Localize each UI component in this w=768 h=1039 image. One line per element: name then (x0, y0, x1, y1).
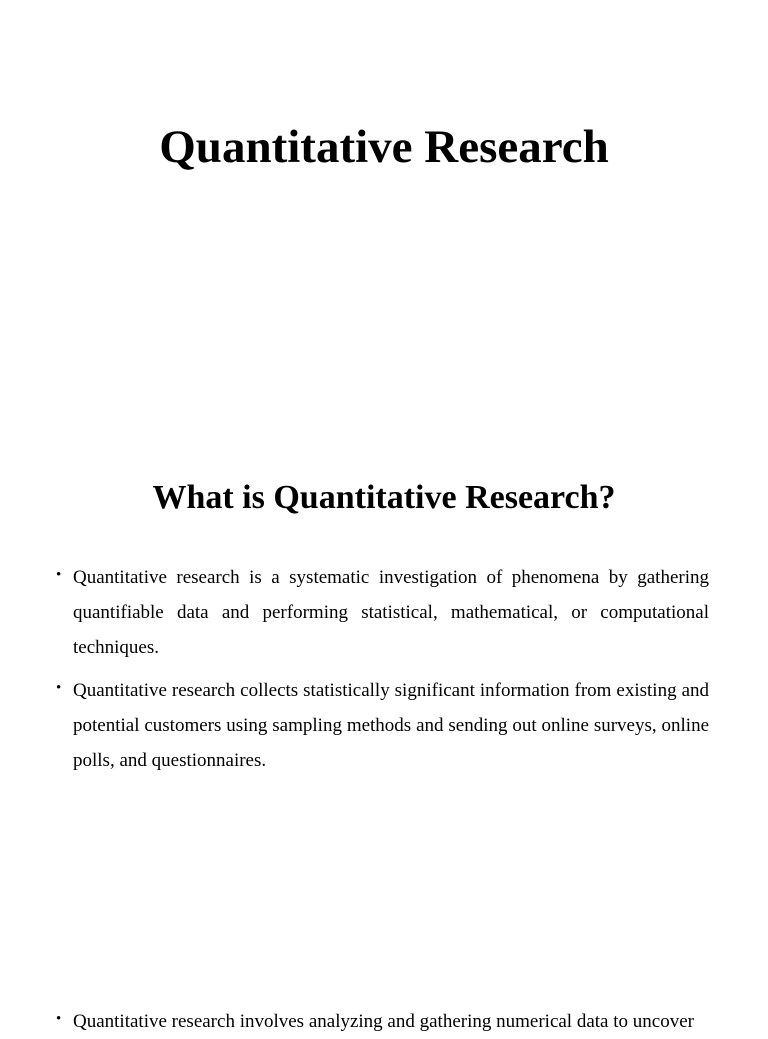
bullet-list (56, 560, 709, 786)
bullet-icon: • (56, 567, 62, 583)
list-item (56, 560, 709, 665)
slide-title: Quantitative Research (159, 121, 609, 173)
bullet-text: Quantitative research involves analyzing and gathering numerical data to uncover (73, 1011, 694, 1032)
bullet-text: Quantitative research collects statistically significant information from existing and potential customers using sampling methods and sending out online surveys, online polls, and questionnaires. (73, 680, 709, 771)
section-heading: What is Quantitative Research? (152, 479, 616, 516)
content-slide (0, 430, 768, 1024)
title-slide (0, 0, 768, 430)
next-slide-partial-bullet (56, 1004, 709, 1039)
bullet-icon: • (56, 680, 62, 696)
list-item (56, 673, 709, 778)
bullet-icon: • (56, 1011, 62, 1027)
bullet-text: Quantitative research is a systematic investigation of phenomena by gathering quantifiable data and performing statistical, mathematical, or computational techniques. (73, 567, 709, 658)
